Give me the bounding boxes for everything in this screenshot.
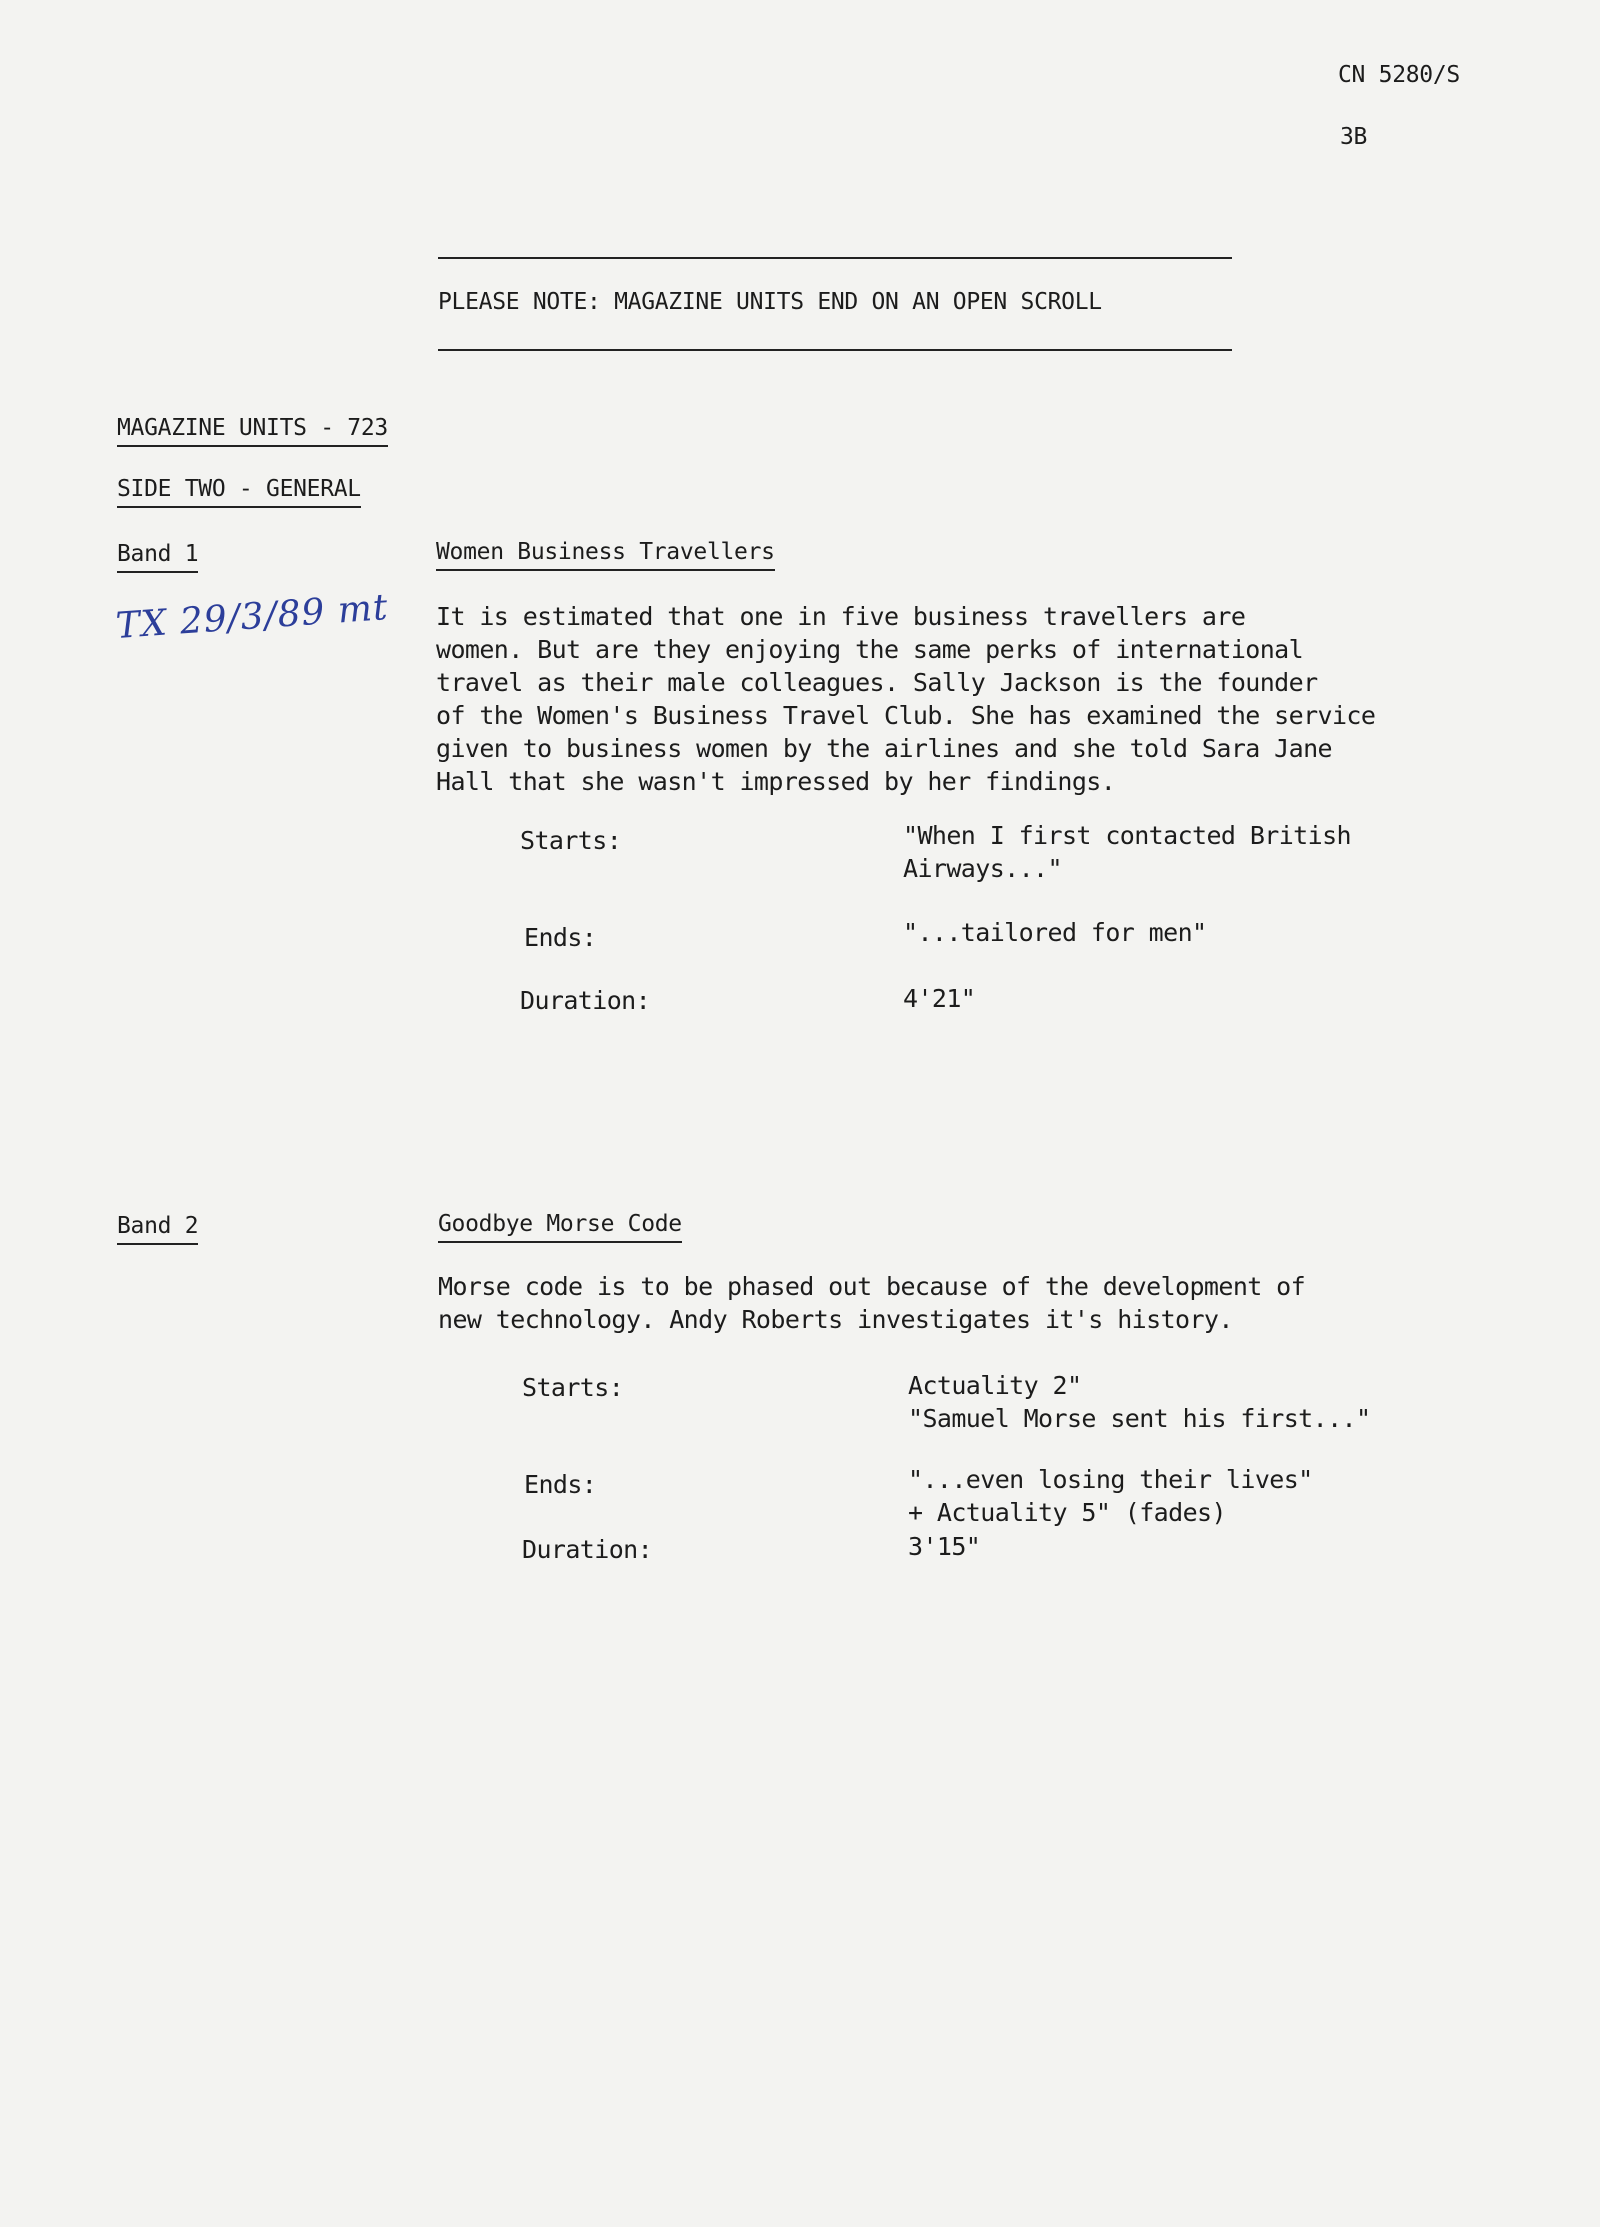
page-reference: 3B <box>1340 124 1368 150</box>
ends-line: + Actuality 5" (fades) <box>908 1498 1226 1527</box>
notice-rule-top <box>438 257 1232 259</box>
open-scroll-notice: PLEASE NOTE: MAGAZINE UNITS END ON AN OPEN SCROLL <box>438 289 1102 315</box>
band-2-duration-label: Duration: <box>522 1535 653 1564</box>
band-1-duration-label: Duration: <box>520 986 651 1015</box>
ends-line: "...even losing their lives" <box>908 1465 1313 1494</box>
description-line: It is estimated that one in five business travellers are <box>436 602 1246 631</box>
band-1-description <box>436 600 1375 798</box>
starts-line: "Samuel Morse sent his first..." <box>908 1404 1371 1433</box>
handwritten-tx-note: TX 29/3/89 mt <box>114 587 390 647</box>
band-2-ends-label: Ends: <box>524 1470 597 1499</box>
band-2-starts-label: Starts: <box>522 1373 624 1402</box>
description-line: women. But are they enjoying the same perks of international <box>436 635 1304 664</box>
description-line: Hall that she wasn't impressed by her findings. <box>436 767 1116 796</box>
starts-line: Airways..." <box>903 854 1062 883</box>
band-2-starts-value <box>908 1369 1370 1435</box>
band-1-label: Band 1 <box>117 541 198 573</box>
description-line: new technology. Andy Roberts investigates it's history. <box>438 1305 1233 1334</box>
description-line: of the Women's Business Travel Club. She has examined the service <box>436 701 1376 730</box>
side-title: SIDE TWO - GENERAL <box>117 476 361 508</box>
band-1-title: Women Business Travellers <box>436 539 775 571</box>
description-line: given to business women by the airlines and she told Sara Jane <box>436 734 1332 763</box>
band-2-title: Goodbye Morse Code <box>438 1211 682 1243</box>
description-line: Morse code is to be phased out because of the development of <box>438 1272 1306 1301</box>
band-2-description <box>438 1270 1305 1336</box>
starts-line: "When I first contacted British <box>903 821 1351 850</box>
notice-rule-bottom <box>438 349 1232 351</box>
band-1-ends-label: Ends: <box>524 923 597 952</box>
band-1-starts-label: Starts: <box>520 826 622 855</box>
document-reference: CN 5280/S <box>1338 62 1460 88</box>
starts-line: Actuality 2" <box>908 1371 1082 1400</box>
band-2-ends-value <box>908 1463 1313 1529</box>
band-1-duration-value: 4'21" <box>903 984 976 1013</box>
band-1-ends-value: "...tailored for men" <box>903 918 1207 947</box>
unit-title: MAGAZINE UNITS - 723 <box>117 415 388 447</box>
band-1-starts-value <box>903 819 1351 885</box>
band-2-label: Band 2 <box>117 1213 198 1245</box>
description-line: travel as their male colleagues. Sally Jackson is the founder <box>436 668 1318 697</box>
band-2-duration-value: 3'15" <box>908 1532 981 1561</box>
